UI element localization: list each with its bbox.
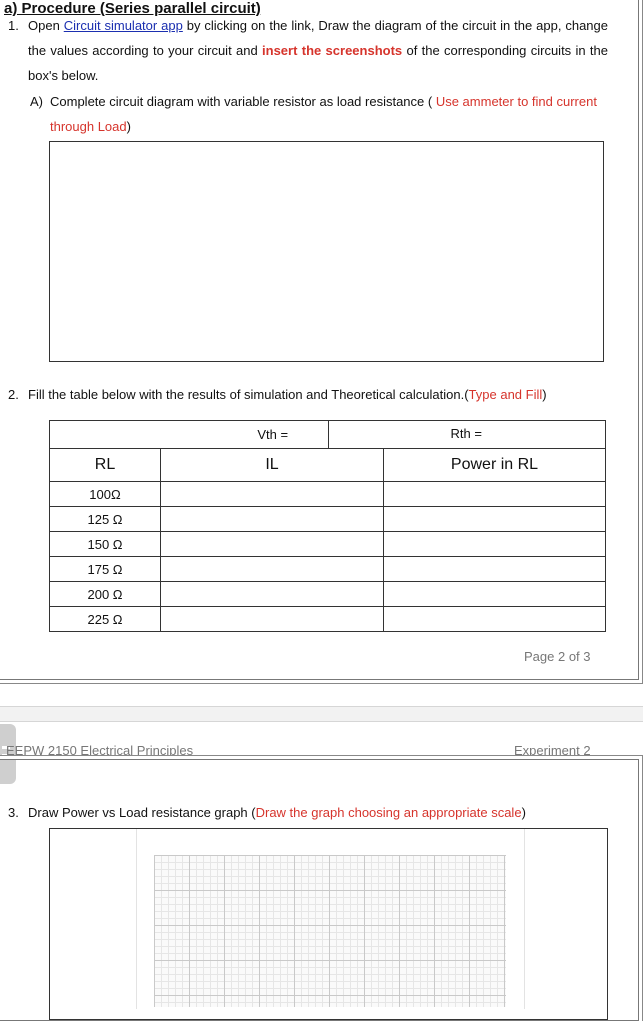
table-row [50,582,606,607]
instruction-2-text: Fill the table below with the results of simulation and Theoretical calculation.( [28,387,469,402]
rl-value: 175 Ω [50,557,161,582]
rth-label: Rth = [450,426,482,441]
rl-header-text: RL [94,456,116,473]
table-row [50,532,606,557]
instruction-3-text: Draw Power vs Load resistance graph ( [28,805,256,820]
emphasis-text: insert the screenshots [262,43,403,58]
instruction-text-2: by clicking on the link, Draw the diagram of the circuit in the app, change the values according to your circuit and [28,18,608,58]
rl-value: 125 Ω [50,507,161,532]
instruction-2 [8,382,618,407]
page-separator [0,706,643,722]
il-cell[interactable] [161,482,384,507]
power-cell[interactable] [384,532,606,557]
circuit-simulator-link[interactable]: Circuit simulator app [63,18,183,33]
item-number: 1. [8,18,19,33]
table-row [50,557,606,582]
graph-paper[interactable] [154,855,506,1007]
item-number: 3. [8,805,19,820]
rth-cell[interactable] [384,421,606,449]
item-label: A) [30,94,43,109]
page-number: Page 2 of 3 [524,649,591,664]
power-cell[interactable] [384,582,606,607]
instruction-a-hint: Use ammeter to find current through Load [50,94,597,134]
power-cell[interactable] [384,607,606,632]
power-cell[interactable] [384,482,606,507]
vth-label: Vth = [257,427,289,442]
instruction-2-close: ) [542,387,547,402]
rl-value: 150 Ω [50,532,161,557]
page-header-left: EEPW 2150 Electrical Principles [6,743,194,758]
col-header-il [161,449,384,482]
power-cell[interactable] [384,557,606,582]
il-cell[interactable] [161,557,384,582]
instruction-text-3: of the corresponding circuits in the box's below. [28,43,609,83]
rl-value: 100Ω [50,482,161,507]
rl-value: 225 Ω [50,607,161,632]
power-cell[interactable] [384,507,606,532]
table-header-row-2 [50,449,606,482]
graph-paper-left-rule [136,829,137,1009]
instruction-a [30,89,608,139]
graph-paper-right-rule [524,829,525,1009]
vth-cell[interactable] [50,421,384,449]
rl-value: 200 Ω [50,582,161,607]
table-row [50,507,606,532]
table-row [50,607,606,632]
page-header-right: Experiment 2 [514,743,591,758]
instruction-2-hint: Type and Fill [468,387,543,402]
table-header-row-1 [50,421,606,449]
section-heading: a) Procedure (Series parallel circuit) [4,0,261,17]
il-header-text: IL [265,456,279,473]
instruction-a-close: ) [126,119,131,134]
power-header-text: Power in RL [450,456,539,473]
il-cell[interactable] [161,507,384,532]
col-header-rl [50,449,161,482]
col-header-power [384,449,606,482]
item-number: 2. [8,387,19,402]
results-table [49,420,606,632]
table-row [50,482,606,507]
instruction-1 [8,13,608,88]
il-cell[interactable] [161,532,384,557]
instruction-3-close: ) [521,805,526,820]
il-cell[interactable] [161,582,384,607]
instruction-3 [8,800,618,825]
il-cell[interactable] [161,607,384,632]
instruction-3-hint: Draw the graph choosing an appropriate scale [255,805,522,820]
screenshot-box[interactable] [49,141,604,362]
instruction-text: Open [28,18,64,33]
instruction-a-text: Complete circuit diagram with variable resistor as load resistance ( [50,94,436,109]
